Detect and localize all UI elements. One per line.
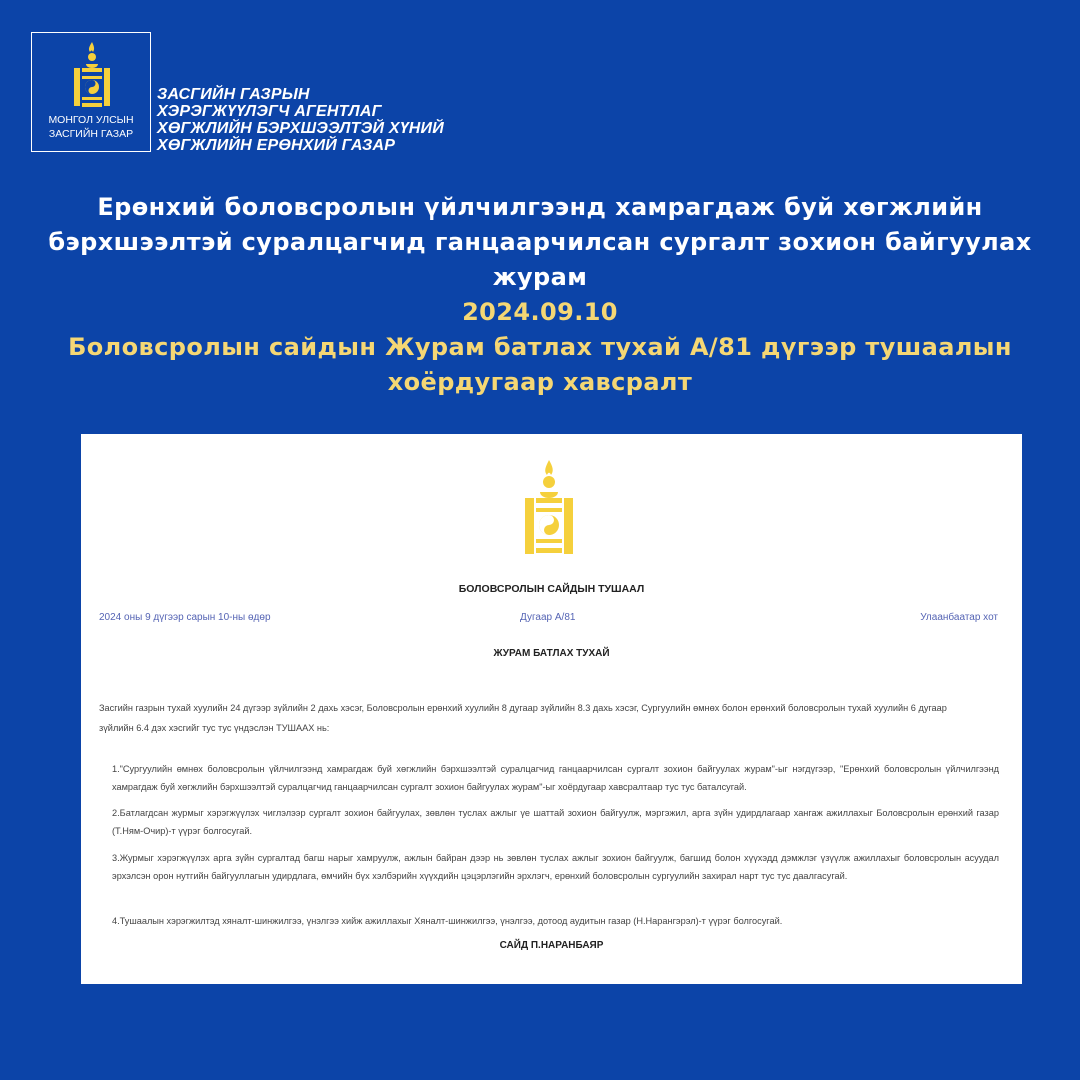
agency-name-line: ЗАСГИЙН ГАЗРЫН <box>157 86 310 103</box>
soyombo-emblem-icon <box>521 458 577 558</box>
decree-header: БОЛОВСРОЛЫН САЙДЫН ТУШААЛ <box>458 583 645 595</box>
decree-item: 3.Журмыг хэрэгжүүлэх арга зүйн сургалтад багш нарыг хамруулж, ажлын байран дээр нь зөвлөн туслах ажлыг зохион байгуулж, багшид болон хүүхэдд дэмжлэг үзүүлж ажиллахыг боловсролын асуудал эрхэлсэн орон нутгийн байгууллагын удирдлага, өмчийн бүх хэлбэрийн хүүхдийн цэцэрлэгийн эрхлэгч, ерөнхий боловсролын сургуулийн захирал нарт тус тус даалгасугай. <box>112 853 999 881</box>
decree-intro: Засгийн газрын тухай хуулийн 24 дүгээр зүйлийн 2 дахь хэсэг, Боловсролын ерөнхий хуулийн 8 дугаар зүйлийн 8.3 дахь хэсэг, Сургуулийн өмнөх болон ерөнхий боловсролын тухай хуулийн 6 дугаар зүйлийн 6.4 дэх хэсгийг тус тус үндэслэн ТУШААХ нь: <box>99 703 947 733</box>
logo-caption-line: МОНГОЛ УЛСЫН <box>48 114 134 126</box>
decree-meta <box>99 612 998 626</box>
agency-name-line: ХӨГЖЛИЙН ЕРӨНХИЙ ГАЗАР <box>157 137 396 154</box>
headline-title-line: журам <box>492 263 588 291</box>
headline-title-line: бэрхшээлтэй суралцагчид ганцаарчилсан сургалт зохион байгуулах <box>48 228 1032 256</box>
logo-caption-line: ЗАСГИЙН ГАЗАР <box>48 128 134 140</box>
decree-document <box>81 434 1022 984</box>
decree-date: 2024 оны 9 дүгээр сарын 10-ны өдөр <box>99 612 271 623</box>
decree-item: 4.Тушаалын хэрэгжилтэд хяналт-шинжилгээ, үнэлгээ хийж ажиллахыг Хяналт-шинжилгээ, үнэлгээ, дотоод аудитын газар (Н.Нарангэрэл)-т үүрэг болгосугай. <box>112 916 783 926</box>
agency-name-line: ХӨГЖЛИЙН БЭРХШЭЭЛТЭЙ ХҮНИЙ <box>157 120 444 137</box>
decree-place: Улаанбаатар хот <box>920 612 998 623</box>
decree-signature: САЙД П.НАРАНБАЯР <box>499 940 604 951</box>
logo-caption <box>32 113 150 141</box>
headline-subtitle-line: хоёрдугаар хавсралт <box>387 368 693 396</box>
decree-item: 1."Сургуулийн өмнөх боловсролын үйлчилгээнд хамрагдаж буй хөгжлийн бэрхшээлтэй суралцагчид ганцаарчилсан сургалт зохион байгуулах журам"-ыг нэгдүгээр, "Ерөнхий боловсролын үйлчилгээнд хамрагдаж буй хөгжлийн бэрхшээлтэй суралцагчид ганцаарчилсан сургалт зохион байгуулах журам"-ыг хоёрдугаар хавсралтаар тус тус баталсугай. <box>112 764 999 792</box>
decree-item: 2.Батлагдсан журмыг хэрэгжүүлэх чиглэлээр сургалт зохион байгуулах, зөвлөн туслах ажлыг үе шаттай зохион байгуулж, мэргэжил, арга зүйн удирдлагаар хангаж ажиллахыг Боловсролын ерөнхий газар (Т.Ням-Очир)-т үүрэг болгосугай. <box>112 808 999 836</box>
decree-number: Дугаар А/81 <box>520 612 576 623</box>
agency-name-line: ХЭРЭГЖҮҮЛЭГЧ АГЕНТЛАГ <box>157 103 382 120</box>
headline-subtitle-line: Боловсролын сайдын Журам батлах тухай А/81 дүгээр тушаалын <box>68 333 1012 361</box>
government-logo <box>31 32 151 152</box>
agency-name <box>157 86 444 154</box>
decree-subtitle: ЖУРАМ БАТЛАХ ТУХАЙ <box>493 648 610 659</box>
headline <box>20 190 1060 400</box>
headline-date: 2024.09.10 <box>462 298 618 326</box>
headline-title-line: Ерөнхий боловсролын үйлчилгээнд хамрагдаж буй хөгжлийн <box>97 193 983 221</box>
soyombo-emblem-icon <box>70 41 114 111</box>
